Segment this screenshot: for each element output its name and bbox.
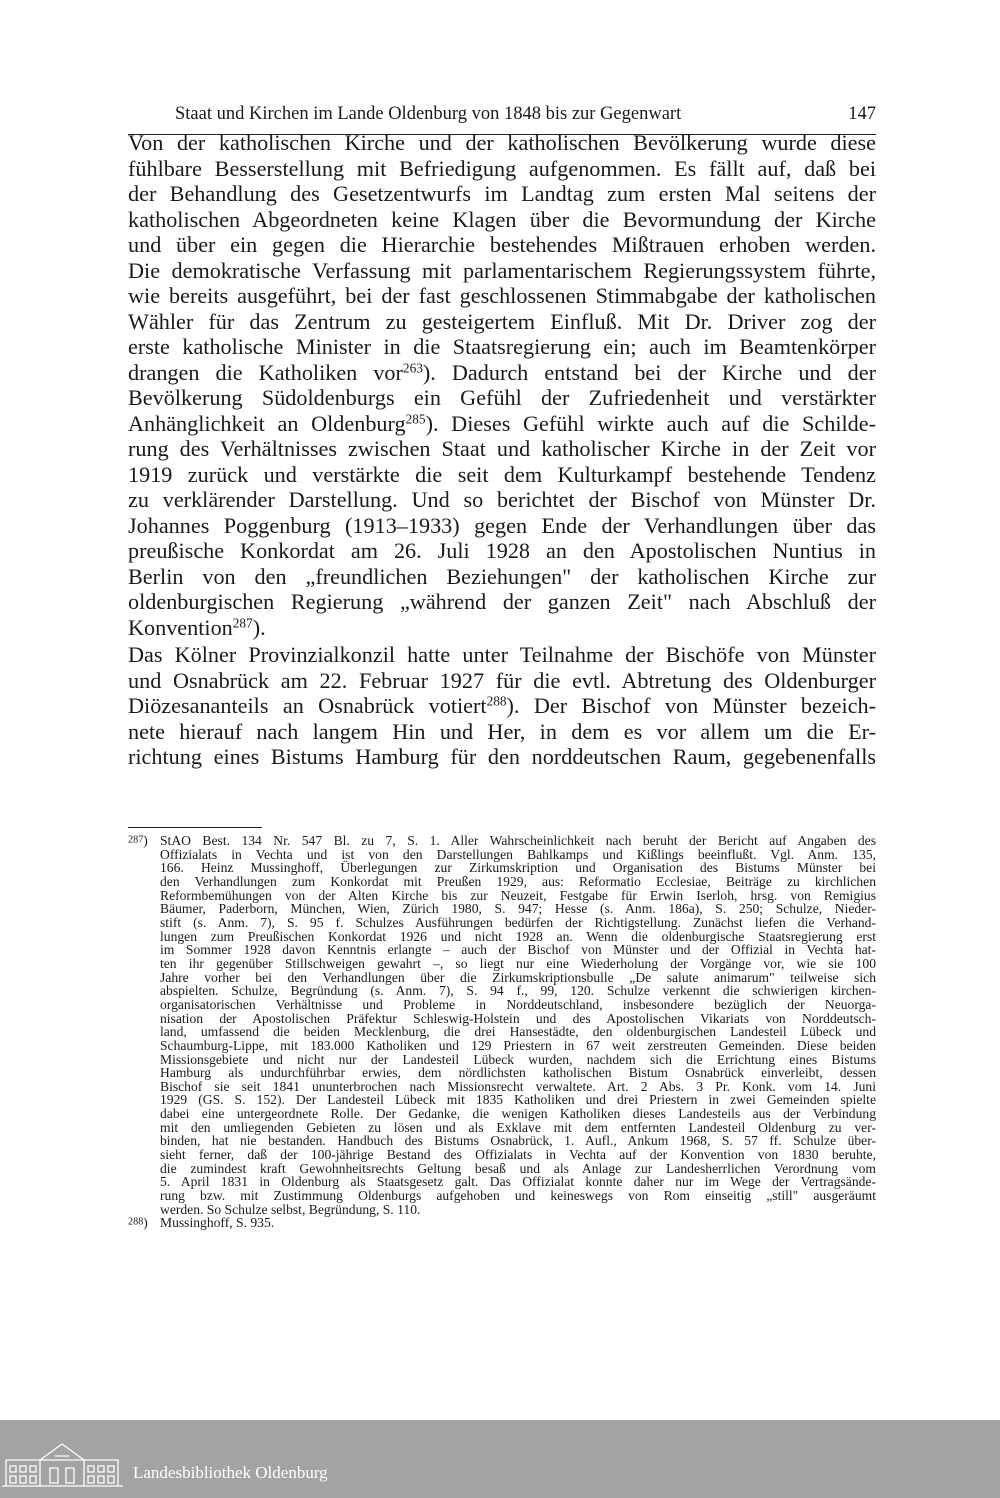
footnote-line: 5. April 1831 in Oldenburg als Staatsgesetz galt. Das Offizialat konnte daher nur im Wege der Vertragsände- [160, 1174, 876, 1190]
line-text: Bevölkerung Südoldenburgs ein Gefühl der Zufriedenheit und verstärkter [128, 385, 876, 410]
running-title: Staat und Kirchen im Lande Oldenburg von 1848 bis zur Gegenwart [175, 104, 682, 124]
footnote-number: $^{287}$) [128, 833, 148, 848]
footnote-line: stift (s. Anm. 7), S. 95 f. Schulzes Ausführungen bedürfen der Richtigstellung. Zunächst liefen die Verhand- [160, 914, 876, 930]
text-line [128, 385, 876, 411]
footnote-divider [128, 827, 262, 828]
body-text [128, 130, 876, 771]
library-building-logo [0, 1440, 125, 1488]
line-text: preußische Konkordat am 26. Juli 1928 an den Apostolischen Nuntius in [128, 538, 876, 563]
footnotes [128, 834, 876, 1230]
line-text: Diözesananteils an Osnabrück votiert [128, 693, 487, 718]
line-text: Johannes Poggenburg (1913–1933) gegen Ende der Verhandlungen über das [128, 512, 876, 538]
text-line [128, 668, 876, 694]
footnote-line: rung bzw. mit Zustimmung Oldenburgs aufgehoben und keineswegs von Rom einseitig „still" ausgeräumt [160, 1188, 876, 1204]
text-line [128, 462, 876, 488]
footnote-line: die zumindest kraft Gewohnheitsrechts Geltung besaß und als Anlage zur Landesherrlichen Verordnung vom [160, 1160, 876, 1176]
text-line [128, 334, 876, 360]
footnote-line: abspielten. Schulze, Begründung (s. Anm. 7), S. 94 f., 99, 120. Schulze verkennt die schwierigen kirchen- [160, 983, 876, 999]
footnote-reference[interactable]: 285 [405, 411, 426, 427]
footnote-line: organisatorischen Verhältnisse und Probleme in Norddeutschland, insbesondere bezüglich der Neuorga- [160, 996, 876, 1012]
text-line [128, 283, 876, 309]
footnote-line: ten ihr gegenüber Stillschweigen gewahrt –, so liegt nur eine Wiederholung der Vorgänge vor, wie sie 100 [160, 955, 876, 971]
line-text: ). Dadurch entstand bei der Kirche und der [422, 359, 876, 385]
footnote-288 [128, 1216, 876, 1230]
line-text: katholischen Abgeordneten keine Klagen über die Bevormundung der Kirche [128, 206, 876, 232]
text-line [128, 309, 876, 335]
page-number: 147 [848, 104, 876, 124]
footnote-reference[interactable]: 288 [486, 693, 507, 709]
footnote-line: Bäumer, Paderborn, München, Wien, Zürich 1980, S. 947; Hesse (s. Anm. 186a), S. 250; Schulze, Nieder- [160, 901, 876, 917]
footnote-line: nisation der Apostolischen Präfektur Schleswig-Holstein und des Apostolischen Vikariats von Norddeutsch- [160, 1010, 876, 1026]
line-text: drangen die Katholiken vor [128, 359, 403, 385]
text-line [128, 589, 876, 615]
line-text: ). Der Bischof von Münster bezeich- [506, 693, 876, 718]
text-line [128, 232, 876, 258]
text-line [128, 693, 876, 719]
footnote-line: dabei eine untergeordnete Rolle. Der Gedanke, die wenigen Katholiken dieses Landesteils aus der Verbindung [160, 1106, 876, 1122]
text-line [128, 411, 876, 437]
line-text: Wähler für das Zentrum zu gesteigertem Einfluß. Mit Dr. Driver zog der [128, 308, 876, 334]
footnote-line: Offizialats in Vechta und ist von den Darstellungen Bahlkamps und Kißlings beeinflußt. Vgl. Anm. 135, [160, 846, 876, 862]
line-text: erste katholische Minister in die Staatsregierung ein; auch im Beamtenkörper [128, 334, 876, 359]
footnote-line: land, umfassend die beiden Mecklenburg, die drei Hansestädte, den oldenburgischen Landesteil Lübeck und [160, 1024, 876, 1040]
line-text: nete hierauf nach langem Hin und Her, in dem es vor allem um die Er- [128, 718, 876, 744]
text-line [128, 360, 876, 386]
text-line [128, 538, 876, 564]
line-text: Das Kölner Provinzialkonzil hatte unter Teilnahme der Bischöfe von Münster [128, 642, 876, 667]
footnote-line: Mussinghoff, S. 935. [160, 1215, 275, 1231]
line-text: 1919 zurück und verstärkte die seit dem Kulturkampf bestehende Tendenz [128, 461, 876, 487]
text-line [128, 487, 876, 513]
footnote-number-text: 288 [128, 1216, 144, 1228]
footnote-line: Schaumburg-Lippe, mit 183.000 Katholiken und 129 Priestern in 67 weit zerstreuten Gemeinden. Diese beiden [160, 1037, 876, 1053]
text-line [128, 207, 876, 233]
footnote-line: sieht ferner, daß der 100-jährige Bestand des Offizialats in Vechta auf der Konvention von 1830 beruhte, [160, 1147, 876, 1163]
line-text: Anhänglichkeit an Oldenburg [128, 410, 406, 436]
footnote-line: den Verhandlungen zum Konkordat mit Preußen 1929, aus: Reformatio Ecclesiae, Beiträge zu kirchlichen [160, 873, 876, 889]
footnote-line: 1929 (GS. S. 152). Der Landesteil Lübeck mit 1835 Katholiken und drei Priestern in zwei Gemeinden spielte [160, 1092, 876, 1108]
text-line [128, 436, 876, 462]
line-text: ). Dieses Gefühl wirkte auch auf die Schilde- [425, 410, 876, 436]
text-line [128, 744, 876, 770]
line-text: Berlin von den „freundlichen Beziehungen" der katholischen Kirche zur [128, 563, 876, 589]
text-line [128, 258, 876, 284]
line-text: richtung eines Bistums Hamburg für den norddeutschen Raum, gegebenenfalls [128, 744, 876, 769]
footnote-line: lungen zum Preußischen Konkordat 1926 und nicht 1928 an. Wenn die oldenburgische Staatsregierung erst [160, 928, 876, 944]
library-footer-bar [0, 1420, 1000, 1498]
footnote-number-text: 287 [128, 834, 144, 846]
footnote-number: $^{288}$) [128, 1215, 148, 1231]
line-text: wie bereits ausgeführt, bei der fast geschlossenen Stimmabgabe der katholischen [128, 283, 876, 308]
text-line [128, 513, 876, 539]
footnote-line: Reformbemühungen von der Alten Kirche bis zur Neuzeit, Festgabe für Erwin Iserloh, hrsg. von Remigius [160, 887, 876, 903]
line-text: rung des Verhältnisses zwischen Staat und katholischer Kirche in der Zeit vor [128, 436, 876, 461]
footnote-reference[interactable]: 263 [402, 360, 423, 376]
footnote-reference[interactable]: 287 [232, 615, 253, 631]
footnote-line: mit den umliegenden Gebieten zu lösen und als Exklave mit dem entfernten Landesteil Oldenburg zu ver- [160, 1119, 876, 1135]
line-text: Konvention [128, 614, 233, 640]
footnote-line: 166. Heinz Mussinghoff, Überlegungen zur Zirkumskription und Organisation des Bistums Münster bei [160, 860, 876, 876]
line-text: der Behandlung des Gesetzentwurfs im Landtag zum ersten Mal seitens der [128, 181, 876, 206]
text-line [128, 181, 876, 207]
text-line [128, 130, 876, 156]
footnote-line: StAO Best. 134 Nr. 547 Bl. zu 7, S. 1. Aller Wahrscheinlichkeit nach beruht der Bericht auf Angaben des [160, 833, 876, 848]
footnote-line: werden. So Schulze selbst, Begründung, S. 110. [160, 1201, 421, 1217]
footnote-line: Hamburg als undurchführbar erwies, dem nördlichsten katholischen Bistum Osnabrück einverleibt, dessen [160, 1065, 876, 1081]
text-line [128, 642, 876, 668]
footnote-287 [128, 834, 876, 1216]
line-text: und über ein gegen die Hierarchie bestehendes Mißtrauen erhoben werden. [128, 232, 876, 257]
footnote-line: Jahre vorher bei den Verhandlungen über die Zirkumskriptionsbulle „De salute animarum" teilweise sich [160, 969, 876, 985]
footnote-line: binden, hat nie bestanden. Handbuch des Bistums Osnabrück, 1. Aufl., Ankum 1968, S. 57 ff. Schulze über- [160, 1133, 876, 1149]
paragraph [128, 130, 876, 640]
library-name: Landesbibliothek Oldenburg [133, 1463, 328, 1482]
line-text: und Osnabrück am 22. Februar 1927 für die evtl. Abtretung des Oldenburger [128, 667, 876, 693]
text-line [128, 564, 876, 590]
text-line [128, 615, 876, 641]
line-text: oldenburgischen Regierung „während der ganzen Zeit" nach Abschluß der [128, 589, 876, 614]
line-text: Die demokratische Verfassung mit parlamentarischem Regierungssystem führte, [128, 257, 876, 283]
footnote-line: Bischof sie seit 1841 ununterbrochen nach Missionsrecht verwaltete. Art. 2 Abs. 3 Pr. Konk. vom 14. Juni [160, 1078, 876, 1094]
text-line [128, 156, 876, 182]
line-text: zu verklärender Darstellung. Und so berichtet der Bischof von Münster Dr. [128, 487, 876, 512]
line-text: Von der katholischen Kirche und der katholischen Bevölkerung wurde diese [128, 130, 876, 155]
line-text: ). [252, 614, 266, 640]
text-line [128, 719, 876, 745]
paragraph [128, 642, 876, 770]
footnote-line: im Sommer 1928 davon Kenntnis erlangte – auch der Bischof von Münster und der Offizial in Vechta hat- [160, 942, 876, 958]
line-text: fühlbare Besserstellung mit Befriedigung aufgenommen. Es fällt auf, daß bei [128, 155, 876, 181]
footnote-line: Missionsgebiete und nicht nur der Landesteil Lübeck wurden, nachdem sich die Errichtung eines Bistums [160, 1051, 876, 1067]
